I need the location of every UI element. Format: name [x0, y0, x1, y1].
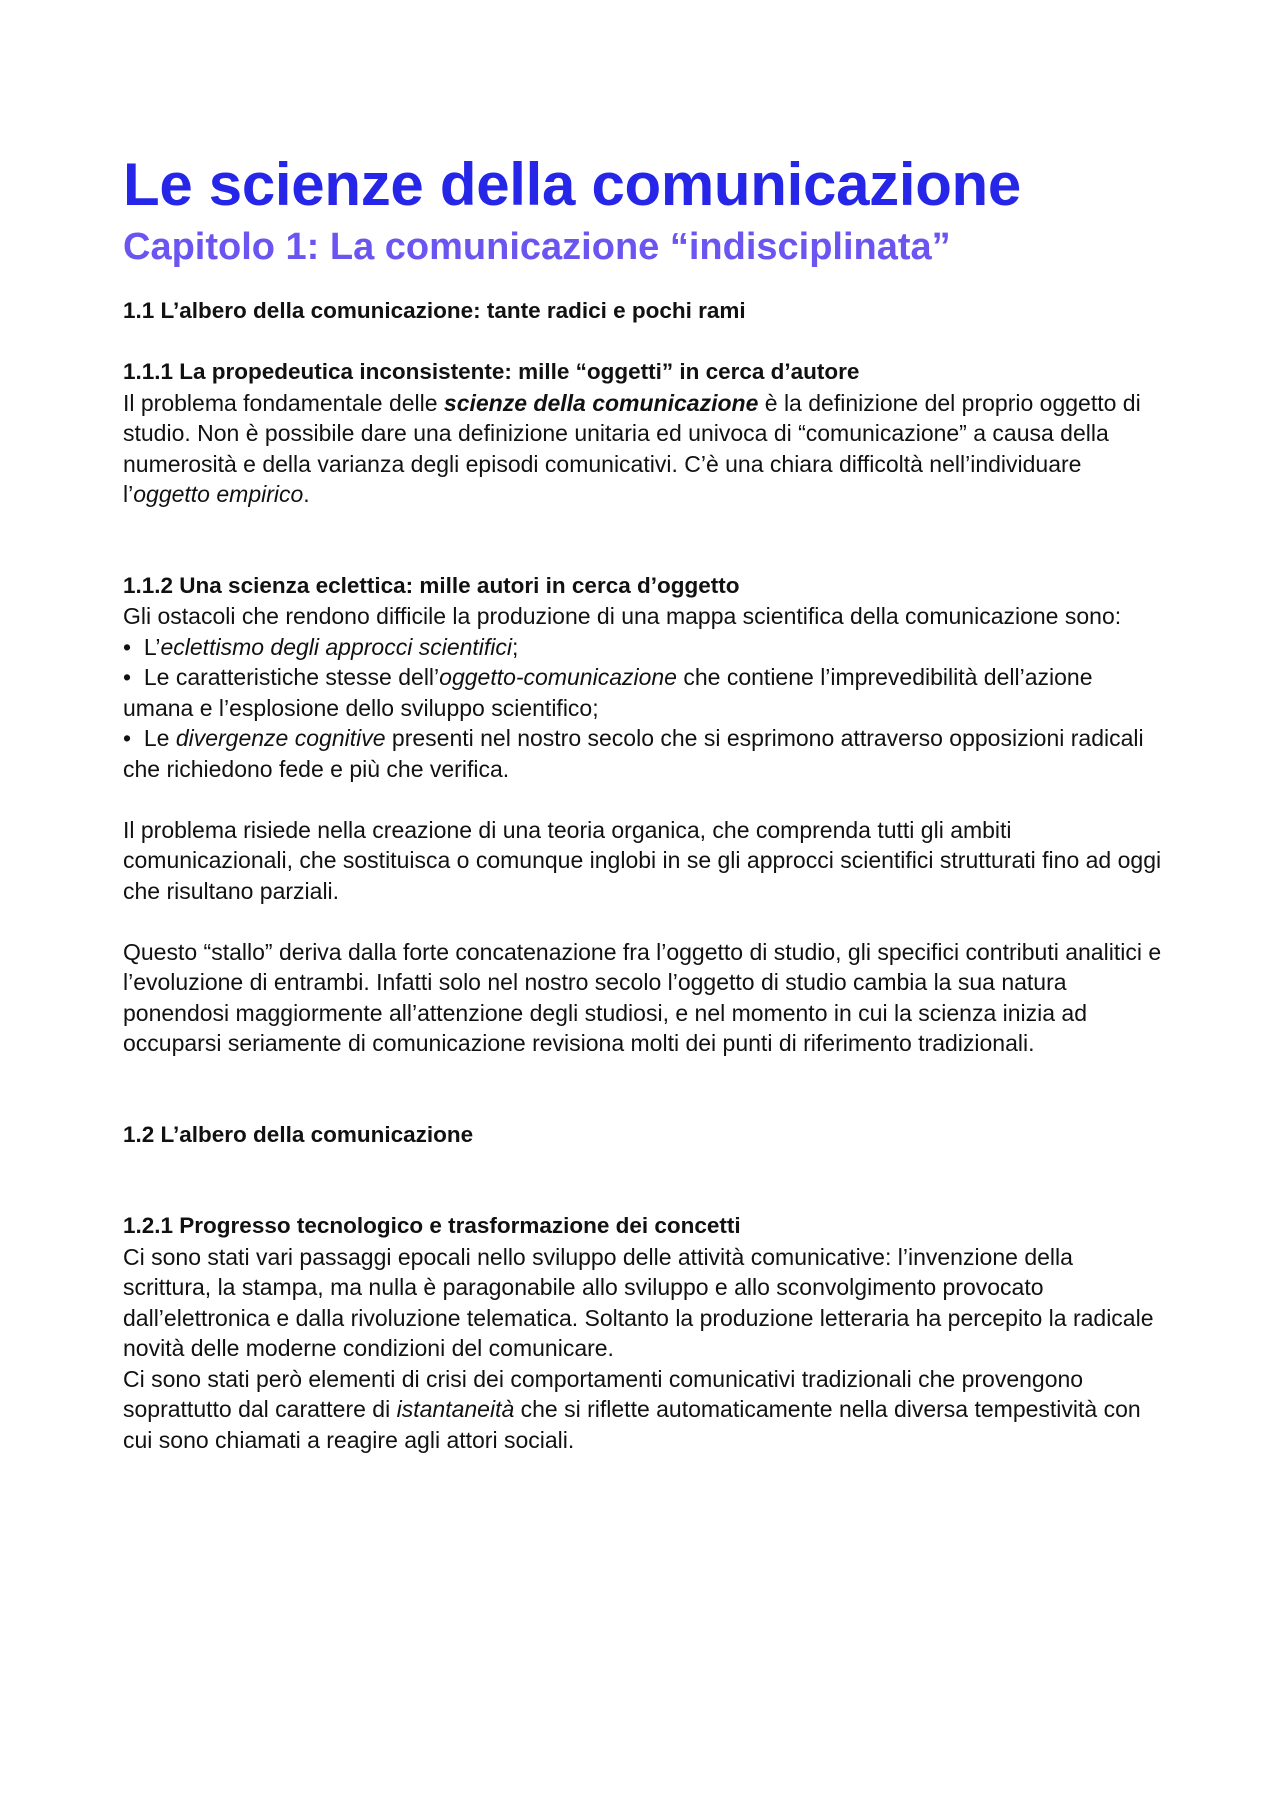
- text: ;: [512, 633, 519, 660]
- text: che contiene l’imprevedibilità dell’azione umana e l’esplosione dello sviluppo scientifico;: [123, 664, 1093, 721]
- section-heading-1-1-1: 1.1.1 La propedeutica inconsistente: mille “oggetti” in cerca d’autore: [123, 359, 860, 384]
- text: Le caratteristiche stesse dell’: [143, 664, 440, 690]
- text: Le: [143, 725, 176, 751]
- emphasis-text: divergenze cognitive: [175, 725, 386, 751]
- emphasis-text: istantaneità: [396, 1396, 515, 1422]
- paragraph-intro: Gli ostacoli che rendono difficile la produzione di una mappa scientifica della comunicazione sono:: [123, 603, 1122, 629]
- list-item: [123, 723, 1163, 784]
- spacer: [123, 510, 1163, 571]
- section-heading-1-2: 1.2 L’albero della comunicazione: [123, 1121, 474, 1147]
- paragraph-stallo: Questo “stallo” deriva dalla forte concatenazione fra l’oggetto di studio, gli specifici contributi analitici e l’evoluzione di entrambi. Infatti solo nel nostro secolo l’oggetto di studio cambia la sua natura ponendosi maggiormente all’attenzione degli studiosi, e nel momento in cui la scienza inizia ad occuparsi seriamente di comunicazione revisiona molti dei punti di riferimento tradizionali.: [123, 938, 1162, 1056]
- spacer: [123, 1150, 1163, 1211]
- list-item: [123, 632, 1163, 663]
- text: Ci sono stati però elementi di crisi dei comportamenti comunicativi tradizionali che provengono soprattutto dal carattere di: [123, 1365, 1084, 1422]
- paragraph-1-1-1: [123, 388, 1163, 510]
- document-page: [123, 150, 1163, 1455]
- text: L’: [143, 633, 161, 660]
- text: Il problema fondamentale delle: [123, 389, 444, 416]
- spacer: [123, 784, 1163, 815]
- list-item: [123, 662, 1163, 723]
- emphasis-text: scienze della comunicazione: [443, 389, 759, 416]
- chapter-subtitle: Capitolo 1: La comunicazione “indisciplinata”: [123, 226, 951, 268]
- bullet-list: [123, 632, 1163, 785]
- paragraph-theory: Il problema risiede nella creazione di una teoria organica, che comprenda tutti gli ambiti comunicazionali, che sostituisca o comunque inglobi in se gli approcci scientifici strutturati fino ad oggi che risultano parziali.: [123, 816, 1162, 904]
- paragraph-passaggi: Ci sono stati vari passaggi epocali nello sviluppo delle attività comunicative: l’invenzione della scrittura, la stampa, ma nulla è paragonabile allo sviluppo e allo sconvolgimento provocato dall’elettronica e dalla rivoluzione telematica. Soltanto la produzione letteraria ha percepito la radicale novità delle moderne condizioni del comunicare.: [123, 1243, 1154, 1361]
- emphasis-text: eclettismo degli approcci scientifici: [160, 633, 513, 660]
- text: .: [303, 481, 310, 507]
- text: è la definizione del proprio oggetto di studio. Non è possibile dare una definizione unitaria ed univoca di “comunicazione” a causa della numerosità e della varianza degli episodi comunicativi. C’è una chiara difficoltà nell’individuare l’: [123, 389, 1141, 507]
- paragraph-crisi: [123, 1364, 1163, 1456]
- section-heading-1-2-1: 1.2.1 Progresso tecnologico e trasformazione dei concetti: [123, 1213, 741, 1238]
- section-heading-1-1-2: 1.1.2 Una scienza eclettica: mille autori in cerca d’oggetto: [123, 572, 740, 598]
- emphasis-text: oggetto empirico: [133, 481, 304, 507]
- spacer: [123, 906, 1163, 937]
- spacer: [123, 1059, 1163, 1120]
- document-title: Le scienze della comunicazione: [123, 151, 1021, 218]
- section-heading-1-1: 1.1 L’albero della comunicazione: tante radici e pochi rami: [123, 298, 746, 323]
- spacer: [123, 327, 1163, 358]
- text: presenti nel nostro secolo che si esprimono attraverso opposizioni radicali che richiedono fede e più che verifica.: [123, 725, 1144, 782]
- emphasis-text: oggetto-comunicazione: [439, 664, 677, 690]
- text: che si riflette automaticamente nella diversa tempestività con cui sono chiamati a reagire agli attori sociali.: [123, 1396, 1141, 1453]
